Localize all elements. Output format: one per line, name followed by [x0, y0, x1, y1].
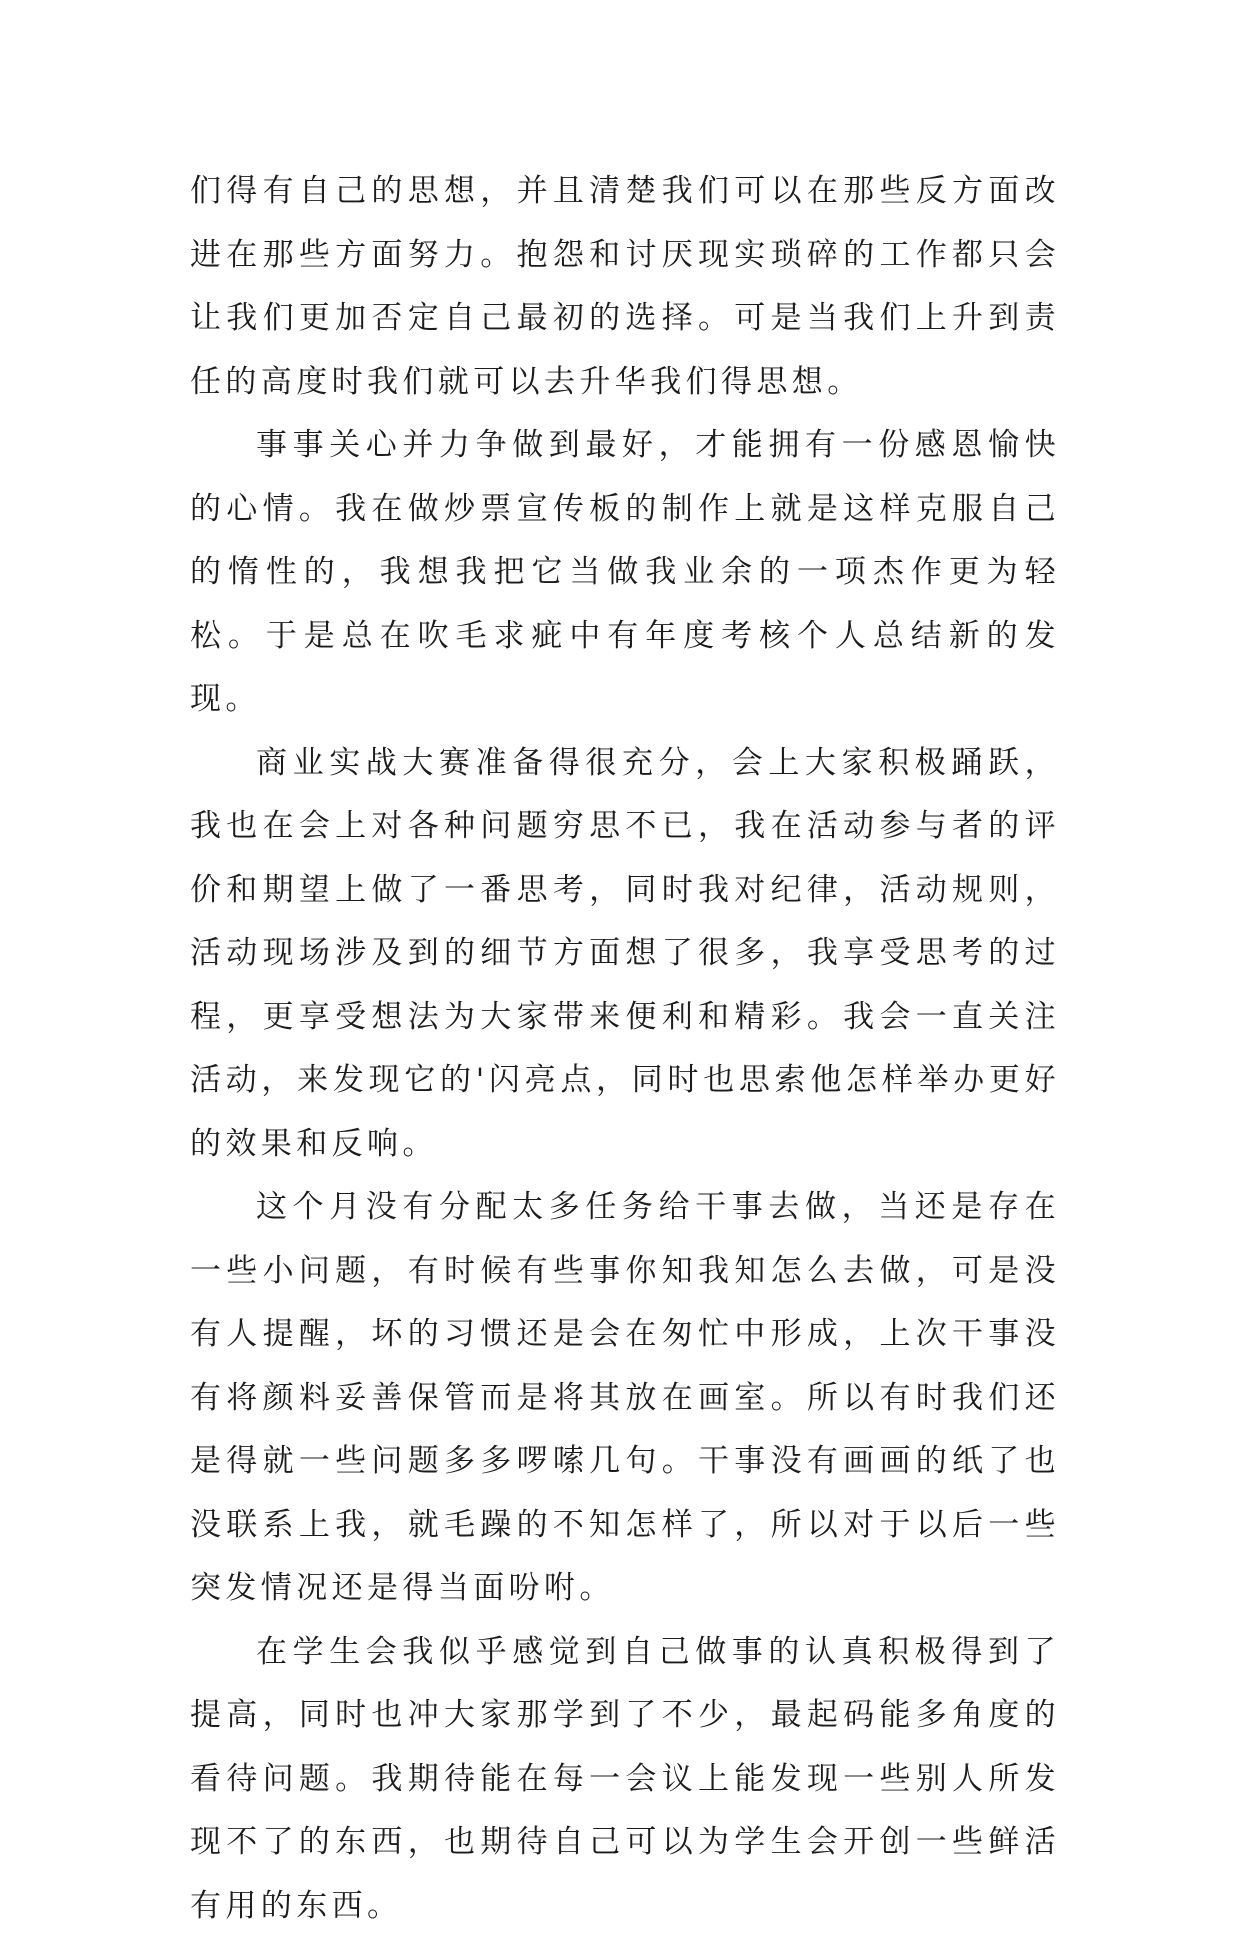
- body-text: [190, 160, 1060, 1938]
- paragraph-3: 商业实战大赛准备得很充分，会上大家积极踊跃，我也在会上对各种问题穷思不已，我在活动参与者的评价和期望上做了一番思考，同时我对纪律，活动规则，活动现场涉及到的细节方面想了很多，我享受思考的过程，更享受想法为大家带来便利和精彩。我会一直关注活动，来发现它的'闪亮点，同时也思索他怎样举办更好的效果和反响。: [190, 732, 1060, 1177]
- paragraph-5: 在学生会我似乎感觉到自己做事的认真积极得到了提高，同时也冲大家那学到了不少，最起码能多角度的看待问题。我期待能在每一会议上能发现一些别人所发现不了的东西，也期待自己可以为学生会开创一些鲜活有用的东西。: [190, 1621, 1060, 1938]
- paragraph-2: 事事关心并力争做到最好，才能拥有一份感恩愉快的心情。我在做炒票宣传板的制作上就是这样克服自己的惰性的，我想我把它当做我业余的一项杰作更为轻松。于是总在吹毛求疵中有年度考核个人总结新的发现。: [190, 414, 1060, 732]
- paragraph-4: 这个月没有分配太多任务给干事去做，当还是存在一些小问题，有时候有些事你知我知怎么去做，可是没有人提醒，坏的习惯还是会在匆忙中形成，上次干事没有将颜料妥善保管而是将其放在画室。所以有时我们还是得就一些问题多多啰嗦几句。干事没有画画的纸了也没联系上我，就毛躁的不知怎样了，所以对于以后一些突发情况还是得当面吩咐。: [190, 1176, 1060, 1621]
- paragraph-1: 们得有自己的思想，并且清楚我们可以在那些反方面改进在那些方面努力。抱怨和讨厌现实琐碎的工作都只会让我们更加否定自己最初的选择。可是当我们上升到责任的高度时我们就可以去升华我们得思想。: [190, 160, 1060, 414]
